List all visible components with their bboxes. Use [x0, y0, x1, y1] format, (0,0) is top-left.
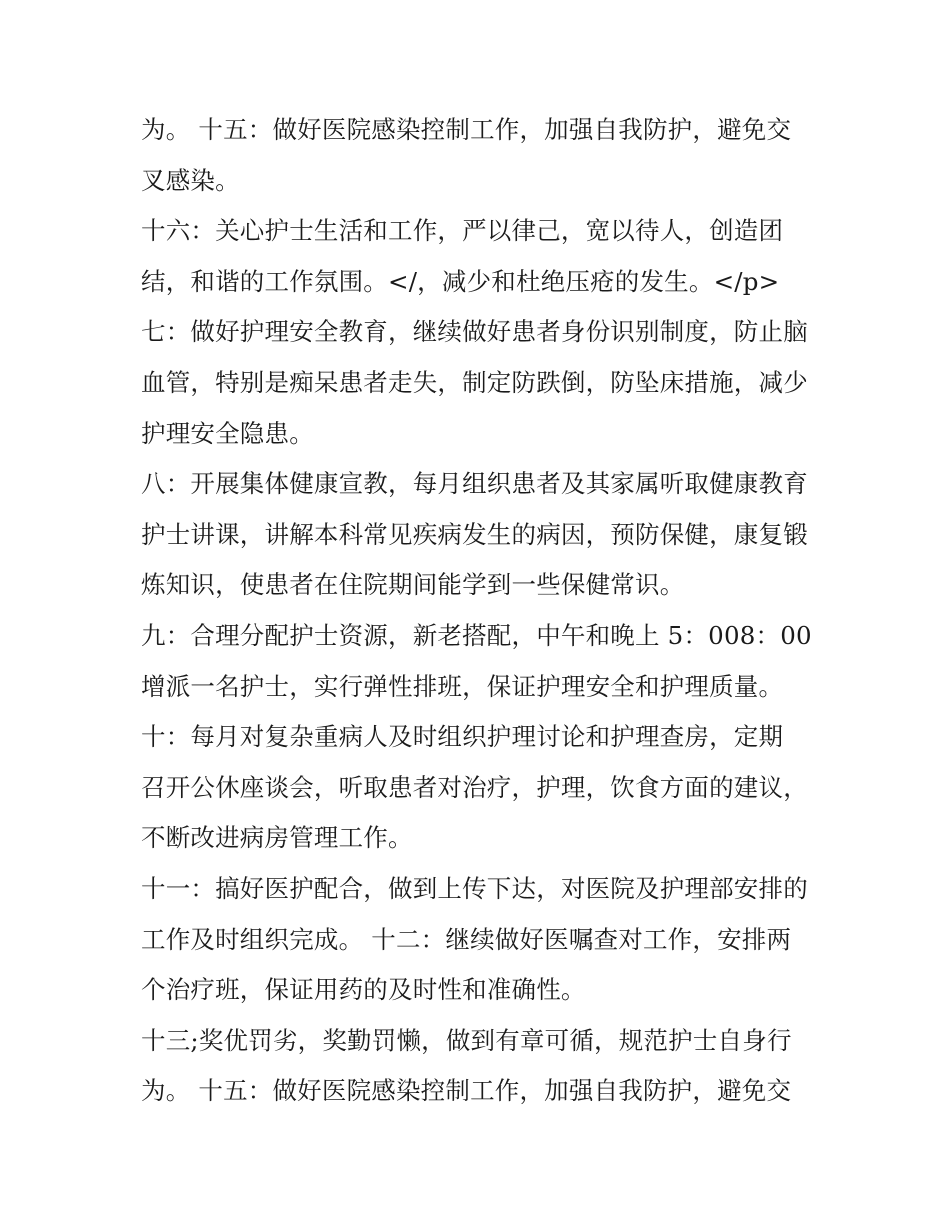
text-line: 十三;奖优罚劣，奖勤罚懒，做到有章可循，规范护士自身行 [141, 1025, 792, 1055]
text-line: 十一：搞好医护配合，做到上传下达，对医院及护理部安排的 [141, 873, 808, 903]
text-line: 结，和谐的工作氛围。</，减少和杜绝压疮的发生。</p> [141, 266, 780, 296]
text-line: 叉感染。 [141, 165, 240, 195]
text-line: 九：合理分配护士资源，新老搭配，中午和晚上 5：008：00 [141, 620, 812, 650]
text-line: 炼知识，使患者在住院期间能学到一些保健常识。 [141, 570, 685, 600]
text-line: 十：每月对复杂重病人及时组织护理讨论和护理查房，定期 [141, 722, 784, 752]
text-line: 护理安全隐患。 [141, 418, 314, 448]
text-line: 护士讲课，讲解本科常见疾病发生的病因，预防保健，康复锻 [141, 519, 808, 549]
text-line: 血管，特别是痴呆患者走失，制定防跌倒，防坠床措施，减少 [141, 367, 808, 397]
text-line: 七：做好护理安全教育，继续做好患者身份识别制度，防止脑 [141, 317, 808, 347]
text-line: 工作及时组织完成。 十二：继续做好医嘱查对工作，安排两 [141, 924, 792, 954]
text-line: 为。 十五：做好医院感染控制工作，加强自我防护，避免交 [141, 115, 792, 144]
text-line: 不断改进病房管理工作。 [141, 823, 413, 853]
text-line: 八：开展集体健康宣教，每月组织患者及其家属听取健康教育 [141, 469, 808, 499]
text-line: 召开公休座谈会，听取患者对治疗，护理，饮食方面的建议， [141, 772, 808, 802]
text-line: 十六：关心护士生活和工作，严以律己，宽以待人，创造团 [141, 216, 784, 246]
text-line: 为。 十五：做好医院感染控制工作，加强自我防护，避免交 [141, 1076, 792, 1106]
document-body [141, 105, 821, 1117]
text-line: 个治疗班，保证用药的及时性和准确性。 [141, 975, 586, 1005]
text-line: 增派一名护士，实行弹性排班，保证护理安全和护理质量。 [141, 671, 784, 701]
